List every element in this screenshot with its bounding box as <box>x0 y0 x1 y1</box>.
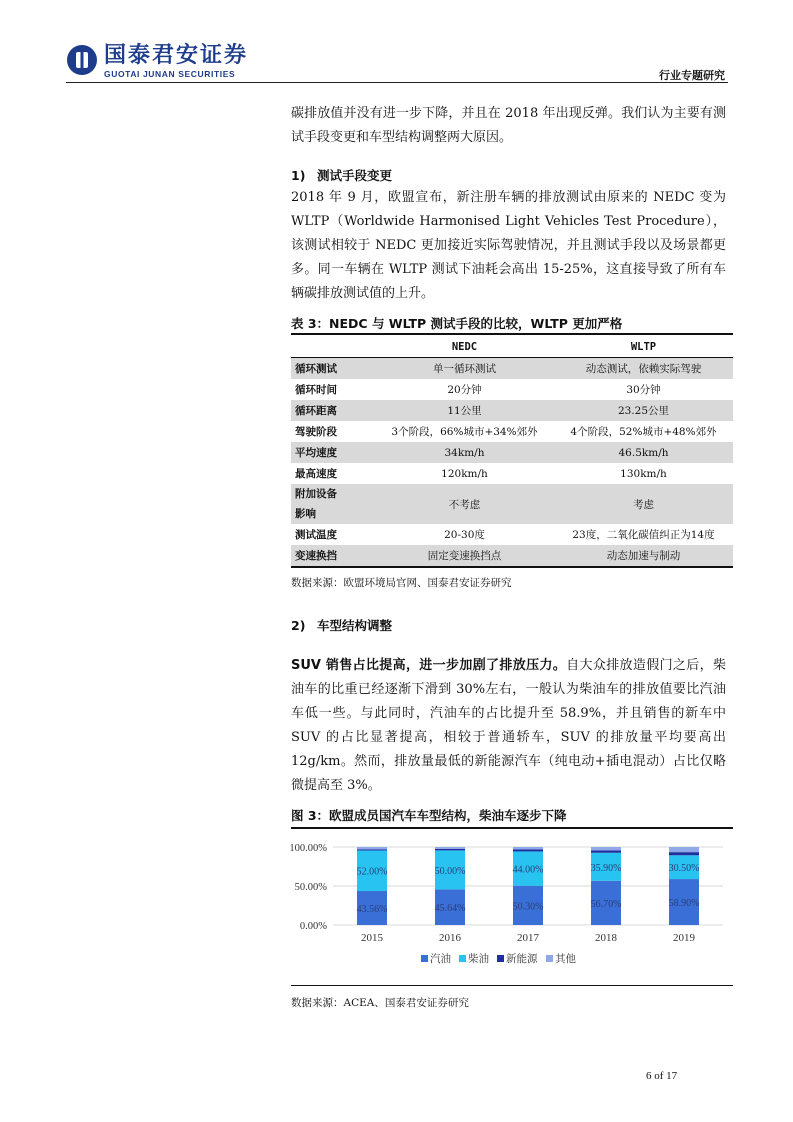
table-header-row <box>291 336 733 358</box>
wltp-cell: 130km/h <box>620 467 667 480</box>
nedc-cell: 11公里 <box>375 400 554 421</box>
row-label: 循环时间 <box>295 384 337 396</box>
data-label: 50.30% <box>512 901 544 913</box>
table-row <box>291 484 733 524</box>
row-label: 测试温度 <box>295 529 337 541</box>
wltp-cell: 4个阶段，52%城市+48%郊外 <box>570 426 717 438</box>
table-row <box>291 442 733 463</box>
data-label: 50.00% <box>434 865 466 877</box>
wltp-cell: 23度，二氧化碳值纠正为14度 <box>572 529 715 541</box>
section2-title: 车型结构调整 <box>317 618 393 633</box>
nedc-cell: 3个阶段，66%城市+34%郊外 <box>391 426 538 438</box>
x-tick-label: 2019 <box>673 932 695 944</box>
figure3-caption: 图 3：欧盟成员国汽车车型结构，柴油车逐步下降 <box>291 808 567 823</box>
company-name-en: GUOTAI JUNAN SECURITIES <box>104 69 236 79</box>
report-type: 行业专题研究 <box>659 69 725 82</box>
legend-swatch <box>497 955 504 962</box>
section2-number: 2) <box>291 618 306 633</box>
nedc-cell: 单一循环测试 <box>375 358 554 380</box>
wltp-cell: 46.5km/h <box>554 442 733 463</box>
x-tick-label: 2015 <box>361 932 383 944</box>
page-number: 6 of 17 <box>646 1070 678 1082</box>
y-tick-label: 100.00% <box>289 843 327 854</box>
bar-segment-其他 <box>435 847 465 849</box>
intro-text: 碳排放值并没有进一步下降，并且在 2018 年出现反弹。我们认为主要有测试手段变更和车型结构调整两大原因。 <box>291 106 726 145</box>
figure3-bottom-rule <box>291 985 733 986</box>
bar-segment-其他 <box>357 847 387 849</box>
comparison-table <box>291 336 733 568</box>
vehicle-mix-stacked-bar-chart <box>283 832 735 982</box>
row-label-line1: 附加设备 <box>295 488 337 500</box>
section1-title: 测试手段变更 <box>317 168 393 183</box>
company-name-cn: 国泰君安证券 <box>104 43 249 68</box>
bar-segment-新能源 <box>591 850 621 852</box>
nedc-cell: 20分钟 <box>447 384 482 396</box>
table-row <box>291 421 733 442</box>
nedc-cell: 20-30度 <box>444 529 485 541</box>
legend-label: 其他 <box>555 954 576 965</box>
section2-heading <box>291 616 392 634</box>
table-header-nedc: NEDC <box>375 336 554 358</box>
table-row <box>291 379 733 400</box>
legend-swatch <box>546 955 553 962</box>
wltp-cell: 动态测试，依赖实际驾驶 <box>554 358 733 380</box>
bar-segment-新能源 <box>357 849 387 850</box>
wltp-cell: 23.25公里 <box>554 400 733 421</box>
legend-swatch <box>459 955 466 962</box>
table3-caption: 表 3：NEDC 与 WLTP 测试手段的比较，WLTP 更加严格 <box>291 316 623 331</box>
y-tick-label: 0.00% <box>299 921 327 932</box>
table3-source: 数据来源：欧盟环境局官网、国泰君安证券研究 <box>291 577 512 589</box>
row-label <box>291 484 375 524</box>
x-tick-label: 2018 <box>595 932 617 944</box>
row-label: 循环距离 <box>291 400 375 421</box>
table-header-wltp: WLTP <box>554 336 733 358</box>
legend-label: 汽油 <box>430 954 451 965</box>
company-logo-icon <box>66 44 98 76</box>
nedc-cell: 34km/h <box>375 442 554 463</box>
row-label: 驾驶阶段 <box>295 426 337 438</box>
data-label: 44.00% <box>512 864 544 876</box>
nedc-cell: 120km/h <box>441 467 488 480</box>
table3-caption-rule <box>291 333 733 335</box>
wltp-cell: 考虑 <box>554 484 733 524</box>
legend-swatch <box>421 955 428 962</box>
bar-segment-新能源 <box>669 852 699 855</box>
section2-paragraph <box>291 654 726 798</box>
bar-segment-其他 <box>591 847 621 850</box>
row-label: 平均速度 <box>291 442 375 463</box>
y-tick-label: 50.00% <box>294 882 327 893</box>
row-label: 变速换挡 <box>291 545 375 567</box>
data-label: 35.90% <box>590 862 622 874</box>
bar-segment-新能源 <box>435 849 465 851</box>
table-row <box>291 358 733 380</box>
figure3-caption-rule <box>291 827 733 829</box>
data-label: 56.70% <box>590 898 622 910</box>
section2-text: 自大众排放造假门之后，柴油车的比重已经逐渐下滑到 30%左右，一般认为柴油车的排放值要比汽油车低一些。与此同时，汽油车的占比提升至 58.9%，并且销售的新车中 SUV 的占比显著提高，相较于普通轿车，SUV 的排放量平均要高出 12g/km。然而，排放量最低的新能源汽车（纯电动+插电混动）占比仅略微提高至 3%。 <box>291 658 726 793</box>
row-label: 循环测试 <box>291 358 375 380</box>
data-label: 30.50% <box>668 863 700 875</box>
bar-segment-其他 <box>669 847 699 852</box>
x-tick-label: 2017 <box>517 932 539 944</box>
bar-segment-其他 <box>513 847 543 849</box>
row-label: 最高速度 <box>295 468 337 480</box>
legend-label: 新能源 <box>506 954 538 965</box>
table-row <box>291 524 733 545</box>
intro-paragraph <box>291 102 726 150</box>
bar-segment-新能源 <box>513 849 543 851</box>
figure3-source: 数据来源：ACEA、国泰君安证券研究 <box>291 997 469 1009</box>
table-header-blank <box>291 336 375 358</box>
wltp-cell: 30分钟 <box>626 384 661 396</box>
data-label: 58.90% <box>668 898 700 910</box>
nedc-cell: 不考虑 <box>375 484 554 524</box>
section1-paragraph <box>291 186 726 306</box>
row-label-line2: 影响 <box>295 508 316 520</box>
x-tick-label: 2016 <box>439 932 461 944</box>
data-label: 45.64% <box>434 903 466 915</box>
section1-text: 2018 年 9 月，欧盟宣布，新注册车辆的排放测试由原来的 NEDC 变为 WLTP（Worldwide Harmonised Light Vehicles Test Procedure），该测试相较于 NEDC 更加接近实际驾驶情况，并且测试手段以及场景都更多。同一车辆在 WLTP 测试下油耗会高出 15-25%，这直接导致了所有车辆碳排放测试值的上升。 <box>291 190 726 301</box>
wltp-cell: 动态加速与制动 <box>554 545 733 567</box>
section1-heading <box>291 166 392 184</box>
table-row <box>291 463 733 484</box>
section2-lead: SUV 销售占比提高，进一步加剧了排放压力。 <box>291 658 567 673</box>
nedc-cell: 固定变速换挡点 <box>375 545 554 567</box>
data-label: 43.56% <box>356 904 388 916</box>
legend-label: 柴油 <box>468 954 489 965</box>
header-divider <box>66 82 728 83</box>
section1-number: 1) <box>291 168 306 183</box>
table-row <box>291 400 733 421</box>
data-label: 52.00% <box>356 866 388 878</box>
table-row <box>291 545 733 567</box>
